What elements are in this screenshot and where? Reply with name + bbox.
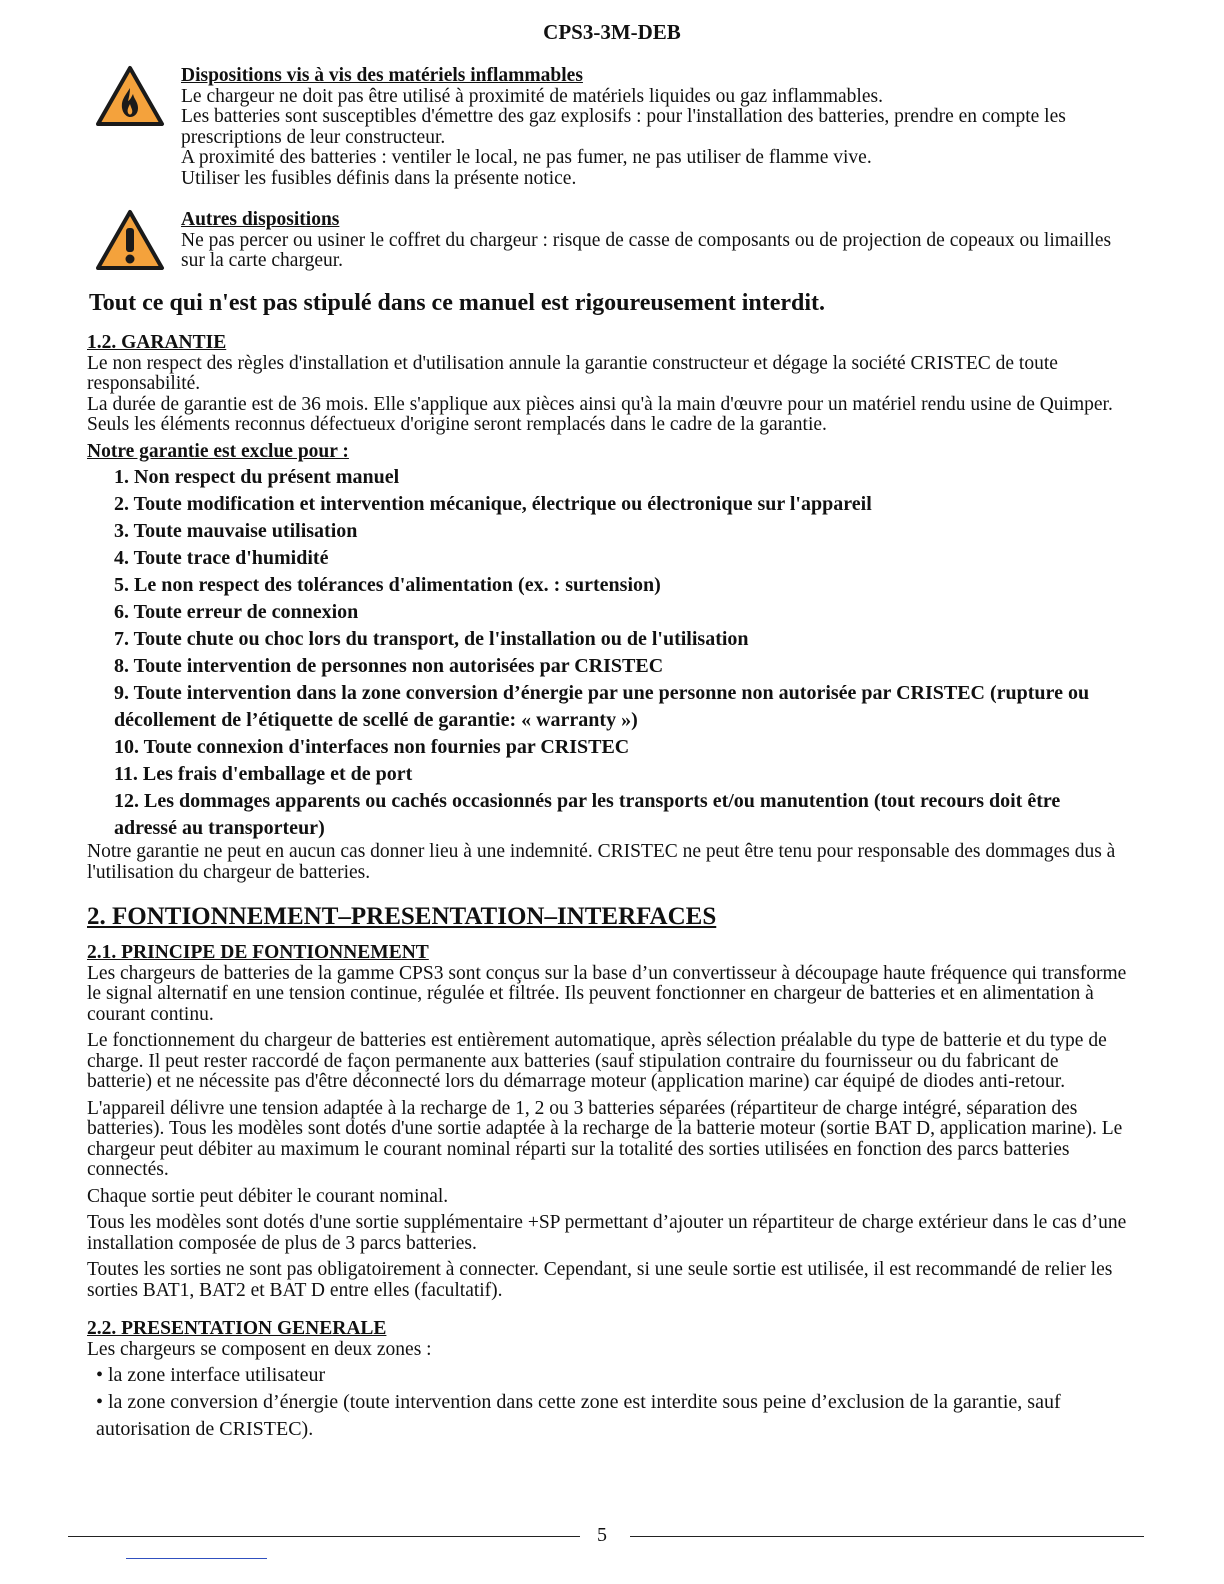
principe-paragraph: Le fonctionnement du chargeur de batteries est entièrement automatique, après sélection préalable du type de batterie et du type de charge. Il peut rester raccordé de façon permanente aux batteries (sauf stipulation contraire du fournisseur ou du fabricant de batterie) et ne nécessite pas d'être déconnecté lors du démarrage moteur (application marine) car équipé de diodes anti-retour. [87, 1030, 1107, 1092]
page-number: 5 [597, 1524, 607, 1546]
exclusion-item: 5. Le non respect des tolérances d'alimentation (ex. : surtension) [114, 574, 661, 596]
exclusion-item: 12. Les dommages apparents ou cachés occasionnés par les transports et/ou manutention (tout recours doit être adressé au transporteur) [114, 790, 1061, 839]
flammable-warning-line: A proximité des batteries : ventiler le local, ne pas fumer, ne pas utiliser de flamme vive. [181, 147, 872, 168]
document-header-title: CPS3-3M-DEB [543, 20, 681, 44]
other-warning-block [95, 208, 1135, 278]
footer-rule-right [630, 1536, 1144, 1537]
flammable-warning-line: Le chargeur ne doit pas être utilisé à proximité de matériels liquides ou gaz inflammables. [181, 85, 883, 107]
garantie-closing: Notre garantie ne peut en aucun cas donner lieu à une indemnité. CRISTEC ne peut être tenu pour responsable des dommages dus à l'utilisation du chargeur de batteries. [87, 841, 1116, 883]
principe-paragraph: Chaque sortie peut débiter le courant nominal. [87, 1185, 449, 1207]
flammable-warning-line: Utiliser les fusibles définis dans la présente notice. [181, 167, 577, 189]
presentation-heading: 2.2. PRESENTATION GENERALE [87, 1318, 387, 1339]
garantie-heading: 1.2. GARANTIE [87, 332, 227, 353]
exclusion-item: 4. Toute trace d'humidité [114, 547, 329, 569]
exclusion-item: 10. Toute connexion d'interfaces non fournies par CRISTEC [114, 736, 630, 758]
flammable-warning-block [95, 64, 1135, 194]
other-warning-text [181, 210, 1121, 272]
footer-link-underline [126, 1558, 267, 1559]
footer-rule-left [68, 1536, 580, 1537]
garantie-paragraph: La durée de garantie est de 36 mois. Elle s'applique aux pièces ainsi qu'à la main d'œuvre pour un matériel rendu usine de Quimper. Seuls les éléments reconnus défectueux d'origine seront remplacés dans le cadre de la garantie. [87, 393, 1113, 435]
exclusion-item: 6. Toute erreur de connexion [114, 601, 359, 623]
exclusion-item: 7. Toute chute ou choc lors du transport, de l'installation ou de l'utilisation [114, 628, 749, 650]
presentation-intro: Les chargeurs se composent en deux zones : [87, 1338, 432, 1360]
section2-heading: 2. FONTIONNEMENT–PRESENTATION–INTERFACES [87, 903, 717, 930]
exclusion-item: 9. Toute intervention dans la zone conversion d’énergie par une personne non autorisée par CRISTEC (rupture ou décollement de l’étiquette de scellé de garantie: « warranty ») [114, 682, 1090, 731]
exclusion-item: 1. Non respect du présent manuel [114, 466, 400, 488]
exclusions-heading: Notre garantie est exclue pour : [87, 440, 349, 462]
garantie-section [87, 333, 1127, 883]
presentation-bullet: • la zone interface utilisateur [96, 1364, 326, 1386]
prohibition-statement: Tout ce qui n'est pas stipulé dans ce manuel est rigoureusement interdit. [89, 290, 826, 316]
principe-paragraph: Toutes les sorties ne sont pas obligatoirement à connecter. Cependant, si une seule sortie est utilisée, il est recommandé de relier les sorties BAT1, BAT2 et BAT D entre elles (facultatif). [87, 1259, 1113, 1301]
section2 [87, 903, 1127, 1443]
principe-heading: 2.1. PRINCIPE DE FONTIONNEMENT [87, 942, 429, 963]
principe-paragraph: Les chargeurs de batteries de la gamme CPS3 sont conçus sur la base d’un convertisseur à découpage haute fréquence qui transforme le signal alternatif en une tension continue, régulée et filtrée. Ils peuvent fonctionner en chargeur de batteries et en alimentation à courant continu. [87, 962, 1127, 1025]
fire-warning-icon [95, 64, 165, 128]
exclusion-item: 3. Toute mauvaise utilisation [114, 520, 358, 542]
exclusion-item: 2. Toute modification et intervention mécanique, électrique ou électronique sur l'appareil [114, 493, 872, 515]
principe-paragraph: L'appareil délivre une tension adaptée à la recharge de 1, 2 ou 3 batteries séparées (répartiteur de charge intégré, séparation des batteries). Tous les modèles sont dotés d'une sortie adaptée à la recharge de la batterie moteur (sortie BAT D, application marine). Le chargeur peut débiter au maximum le courant nominal réparti sur la totalité des sorties utilisées en fonction des parcs batteries connectés. [87, 1097, 1123, 1180]
flammable-warning-line: Les batteries sont susceptibles d'émettre des gaz explosifs : pour l'installation des batteries, prendre en compte les prescriptions de leur constructeur. [181, 106, 1066, 148]
other-warning-line: Ne pas percer ou usiner le coffret du chargeur : risque de casse de composants ou de projection de copeaux ou limailles sur la carte chargeur. [181, 229, 1112, 271]
exclusions-list [87, 464, 1127, 842]
presentation-bullet: • la zone conversion d’énergie (toute intervention dans cette zone est interdite sous peine d’exclusion de la garantie, sauf autorisation de CRISTEC). [96, 1391, 1061, 1440]
exclusion-item: 11. Les frais d'emballage et de port [114, 763, 413, 785]
other-warning-heading: Autres dispositions [181, 209, 340, 230]
flammable-warning-heading: Dispositions vis à vis des matériels inflammables [181, 65, 583, 86]
exclusion-item: 8. Toute intervention de personnes non autorisées par CRISTEC [114, 655, 664, 677]
garantie-paragraph: Le non respect des règles d'installation et d'utilisation annule la garantie constructeur et dégage la société CRISTEC de toute responsabilité. [87, 352, 1058, 394]
principe-paragraph: Tous les modèles sont dotés d'une sortie supplémentaire +SP permettant d’ajouter un répartiteur de charge extérieur dans le cas d’une installation composée de plus de 3 parcs batteries. [87, 1212, 1127, 1254]
exclamation-warning-icon [95, 208, 165, 272]
flammable-warning-text [181, 66, 1121, 189]
presentation-bullets [87, 1362, 1127, 1443]
